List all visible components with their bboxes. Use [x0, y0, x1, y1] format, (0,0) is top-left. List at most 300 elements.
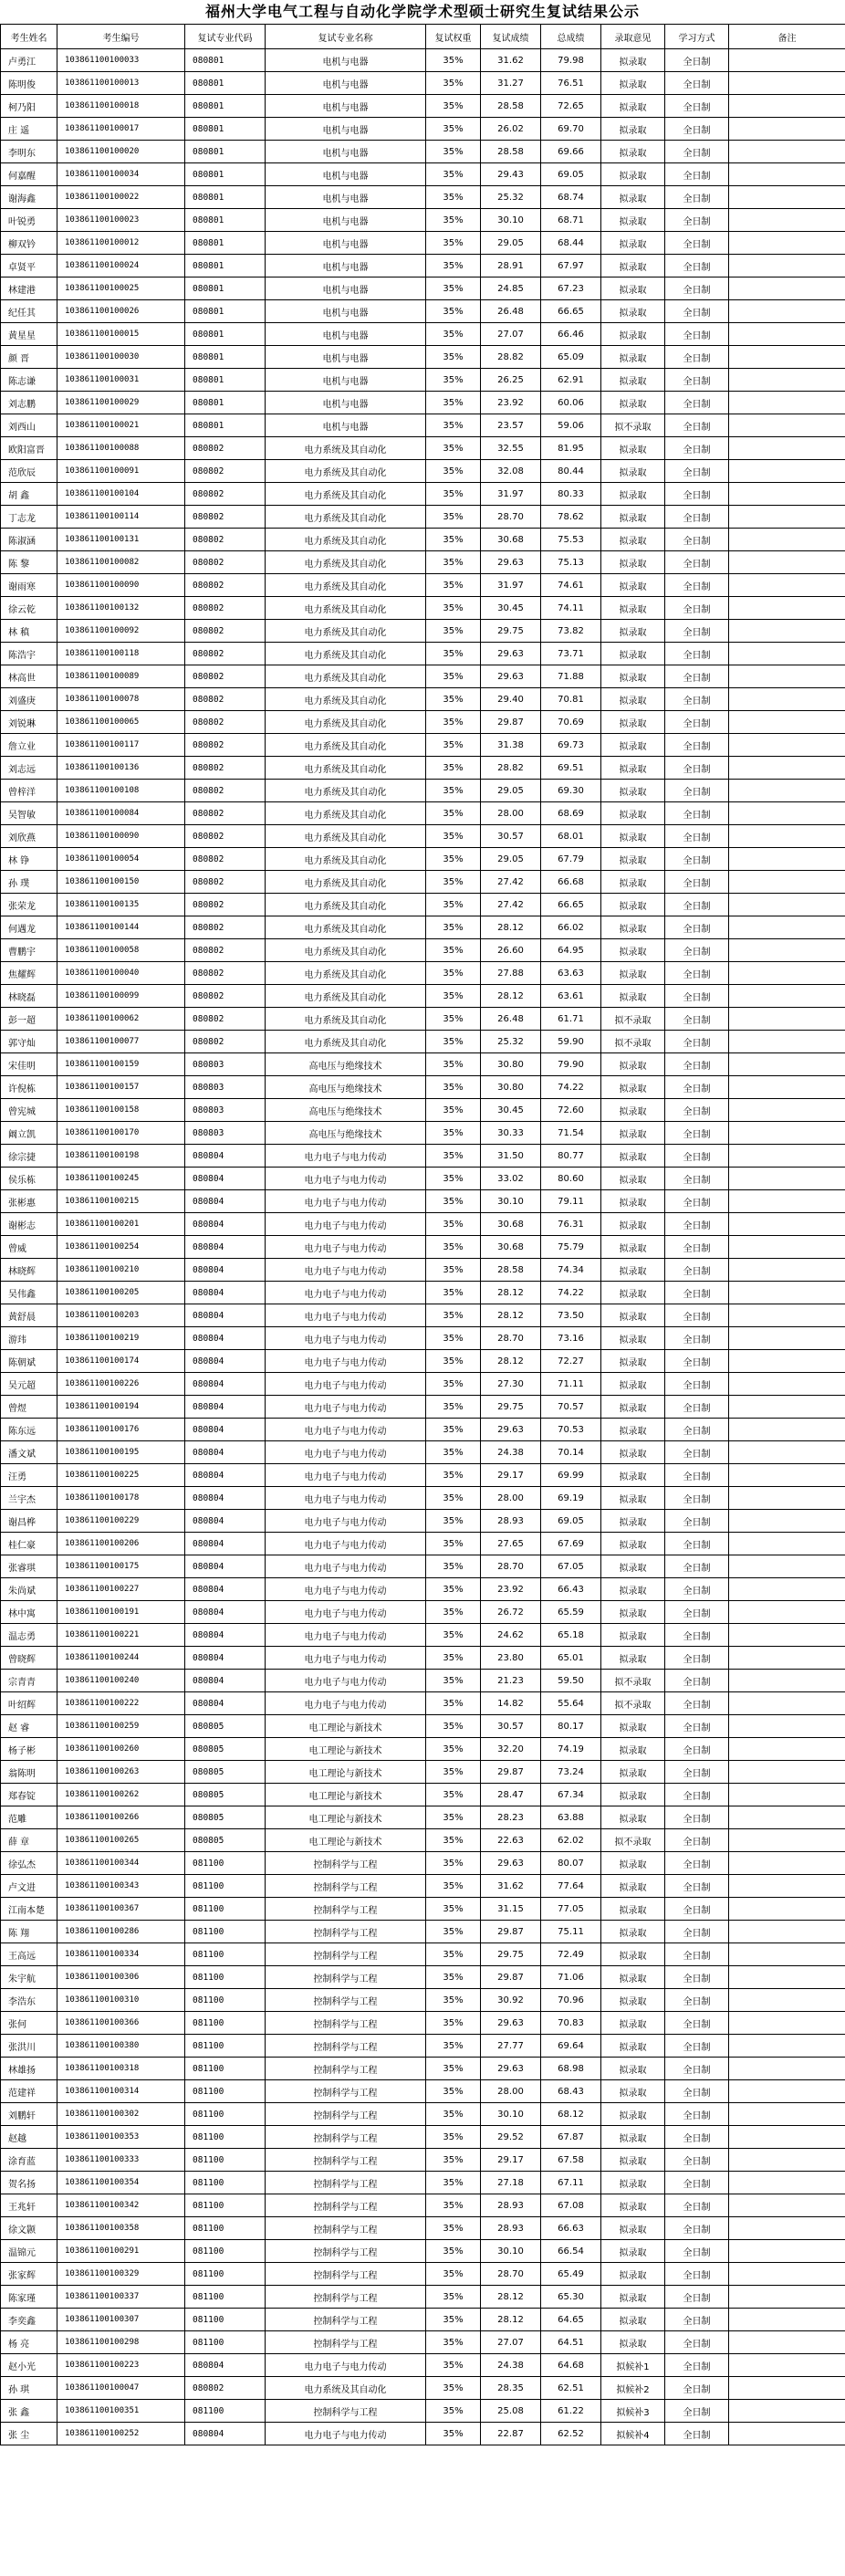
cell-remarks — [729, 1053, 845, 1076]
cell-study-mode: 全日制 — [665, 1419, 729, 1441]
cell-candidate-id: 103861100100252 — [57, 2423, 185, 2445]
cell-study-mode: 全日制 — [665, 1282, 729, 1304]
cell-weight: 35% — [426, 49, 481, 72]
cell-admission: 拟不录取 — [601, 1031, 665, 1053]
cell-remarks — [729, 2080, 845, 2103]
cell-weight: 35% — [426, 1943, 481, 1966]
cell-weight: 35% — [426, 1989, 481, 2012]
table-row — [1, 848, 845, 871]
cell-name: 刘志鹏 — [1, 392, 57, 414]
cell-major-name: 高电压与绝缘技术 — [266, 1053, 426, 1076]
cell-remarks — [729, 2331, 845, 2354]
cell-study-mode: 全日制 — [665, 232, 729, 255]
cell-total-score: 74.19 — [541, 1738, 601, 1761]
cell-remarks — [729, 529, 845, 551]
cell-retest-score: 30.10 — [481, 2103, 541, 2126]
cell-total-score: 62.02 — [541, 1829, 601, 1852]
cell-study-mode: 全日制 — [665, 118, 729, 141]
cell-total-score: 71.06 — [541, 1966, 601, 1989]
cell-admission: 拟录取 — [601, 1122, 665, 1145]
cell-weight: 35% — [426, 1190, 481, 1213]
cell-remarks — [729, 1168, 845, 1190]
cell-major-name: 控制科学与工程 — [266, 2080, 426, 2103]
cell-major-code: 080802 — [185, 711, 266, 734]
cell-study-mode: 全日制 — [665, 1692, 729, 1715]
cell-candidate-id: 103861100100194 — [57, 1396, 185, 1419]
cell-total-score: 67.05 — [541, 1555, 601, 1578]
cell-name: 温锦元 — [1, 2240, 57, 2263]
cell-weight: 35% — [426, 597, 481, 620]
cell-major-code: 080805 — [185, 1761, 266, 1784]
cell-remarks — [729, 665, 845, 688]
cell-retest-score: 25.32 — [481, 1031, 541, 1053]
cell-remarks — [729, 802, 845, 825]
cell-weight: 35% — [426, 1852, 481, 1875]
cell-study-mode: 全日制 — [665, 757, 729, 780]
cell-retest-score: 29.87 — [481, 1761, 541, 1784]
cell-total-score: 75.11 — [541, 1921, 601, 1943]
cell-total-score: 63.63 — [541, 962, 601, 985]
cell-total-score: 67.11 — [541, 2172, 601, 2194]
table-row — [1, 2309, 845, 2331]
cell-remarks — [729, 1464, 845, 1487]
column-header-total-score: 总成绩 — [541, 25, 601, 49]
cell-retest-score: 23.92 — [481, 1578, 541, 1601]
cell-major-name: 电力电子与电力传动 — [266, 1236, 426, 1259]
cell-admission: 拟录取 — [601, 1190, 665, 1213]
cell-major-code: 080801 — [185, 163, 266, 186]
cell-candidate-id: 103861100100307 — [57, 2309, 185, 2331]
cell-name: 张睿琪 — [1, 1555, 57, 1578]
cell-study-mode: 全日制 — [665, 141, 729, 163]
cell-study-mode: 全日制 — [665, 483, 729, 506]
cell-total-score: 67.97 — [541, 255, 601, 277]
cell-study-mode: 全日制 — [665, 1966, 729, 1989]
cell-remarks — [729, 1943, 845, 1966]
cell-study-mode: 全日制 — [665, 1510, 729, 1533]
cell-admission: 拟录取 — [601, 1145, 665, 1168]
cell-candidate-id: 103861100100082 — [57, 551, 185, 574]
cell-admission: 拟录取 — [601, 300, 665, 323]
cell-name: 林雄扬 — [1, 2058, 57, 2080]
cell-major-code: 081100 — [185, 2172, 266, 2194]
cell-total-score: 62.52 — [541, 2423, 601, 2445]
cell-remarks — [729, 141, 845, 163]
cell-major-name: 电力系统及其自动化 — [266, 2377, 426, 2400]
cell-major-code: 081100 — [185, 2012, 266, 2035]
cell-major-code: 080802 — [185, 871, 266, 894]
cell-major-name: 控制科学与工程 — [266, 2309, 426, 2331]
cell-total-score: 80.44 — [541, 460, 601, 483]
cell-remarks — [729, 346, 845, 369]
cell-weight: 35% — [426, 2377, 481, 2400]
cell-name: 谢昌桦 — [1, 1510, 57, 1533]
cell-major-name: 控制科学与工程 — [266, 2126, 426, 2149]
cell-major-code: 080801 — [185, 118, 266, 141]
cell-major-code: 080804 — [185, 1510, 266, 1533]
cell-major-name: 电机与电器 — [266, 163, 426, 186]
cell-name: 卢文进 — [1, 1875, 57, 1898]
cell-weight: 35% — [426, 574, 481, 597]
cell-weight: 35% — [426, 1578, 481, 1601]
cell-candidate-id: 103861100100329 — [57, 2263, 185, 2286]
cell-major-code: 080804 — [185, 1487, 266, 1510]
cell-major-code: 080801 — [185, 232, 266, 255]
cell-name: 郑春锭 — [1, 1784, 57, 1806]
cell-study-mode: 全日制 — [665, 574, 729, 597]
cell-major-name: 电力系统及其自动化 — [266, 551, 426, 574]
cell-major-code: 081100 — [185, 1966, 266, 1989]
table-row — [1, 1761, 845, 1784]
cell-total-score: 70.81 — [541, 688, 601, 711]
cell-remarks — [729, 1670, 845, 1692]
cell-retest-score: 28.82 — [481, 757, 541, 780]
cell-remarks — [729, 392, 845, 414]
table-row — [1, 1464, 845, 1487]
cell-name: 詹立业 — [1, 734, 57, 757]
cell-weight: 35% — [426, 802, 481, 825]
cell-admission: 拟录取 — [601, 665, 665, 688]
cell-name: 纪任其 — [1, 300, 57, 323]
cell-total-score: 80.60 — [541, 1168, 601, 1190]
cell-name: 潘文斌 — [1, 1441, 57, 1464]
cell-retest-score: 28.70 — [481, 1327, 541, 1350]
cell-study-mode: 全日制 — [665, 1168, 729, 1190]
cell-total-score: 77.05 — [541, 1898, 601, 1921]
cell-remarks — [729, 711, 845, 734]
cell-name: 吴智敏 — [1, 802, 57, 825]
cell-name: 李浩东 — [1, 1989, 57, 2012]
cell-name: 张 鑫 — [1, 2400, 57, 2423]
cell-remarks — [729, 2012, 845, 2035]
cell-remarks — [729, 1784, 845, 1806]
cell-retest-score: 29.05 — [481, 780, 541, 802]
cell-retest-score: 28.93 — [481, 1510, 541, 1533]
cell-study-mode: 全日制 — [665, 802, 729, 825]
cell-name: 徐宗捷 — [1, 1145, 57, 1168]
cell-admission: 拟录取 — [601, 1738, 665, 1761]
cell-candidate-id: 103861100100117 — [57, 734, 185, 757]
cell-admission: 拟录取 — [601, 574, 665, 597]
cell-weight: 35% — [426, 1236, 481, 1259]
cell-name: 张荣龙 — [1, 894, 57, 916]
cell-admission: 拟录取 — [601, 346, 665, 369]
cell-retest-score: 24.85 — [481, 277, 541, 300]
column-header-candidate-id: 考生编号 — [57, 25, 185, 49]
cell-major-code: 080801 — [185, 209, 266, 232]
cell-study-mode: 全日制 — [665, 1373, 729, 1396]
cell-name: 孙 璞 — [1, 871, 57, 894]
cell-total-score: 72.49 — [541, 1943, 601, 1966]
cell-total-score: 67.69 — [541, 1533, 601, 1555]
table-row — [1, 1213, 845, 1236]
cell-retest-score: 27.65 — [481, 1533, 541, 1555]
cell-major-name: 电力系统及其自动化 — [266, 711, 426, 734]
cell-retest-score: 31.62 — [481, 49, 541, 72]
cell-retest-score: 33.02 — [481, 1168, 541, 1190]
cell-remarks — [729, 1304, 845, 1327]
cell-remarks — [729, 1099, 845, 1122]
cell-candidate-id: 103861100100157 — [57, 1076, 185, 1099]
cell-admission: 拟录取 — [601, 2103, 665, 2126]
cell-study-mode: 全日制 — [665, 2377, 729, 2400]
cell-retest-score: 27.88 — [481, 962, 541, 985]
cell-study-mode: 全日制 — [665, 2240, 729, 2263]
cell-major-code: 080802 — [185, 825, 266, 848]
cell-major-name: 控制科学与工程 — [266, 1921, 426, 1943]
cell-candidate-id: 103861100100132 — [57, 597, 185, 620]
cell-total-score: 59.90 — [541, 1031, 601, 1053]
cell-retest-score: 26.48 — [481, 1008, 541, 1031]
cell-study-mode: 全日制 — [665, 1396, 729, 1419]
cell-total-score: 75.53 — [541, 529, 601, 551]
table-row — [1, 1031, 845, 1053]
cell-candidate-id: 103861100100178 — [57, 1487, 185, 1510]
cell-weight: 35% — [426, 460, 481, 483]
cell-admission: 拟录取 — [601, 163, 665, 186]
cell-retest-score: 31.38 — [481, 734, 541, 757]
cell-name: 范雕 — [1, 1806, 57, 1829]
cell-major-name: 电机与电器 — [266, 300, 426, 323]
cell-candidate-id: 103861100100013 — [57, 72, 185, 95]
cell-weight: 35% — [426, 1829, 481, 1852]
table-row — [1, 232, 845, 255]
cell-weight: 35% — [426, 894, 481, 916]
cell-remarks — [729, 1236, 845, 1259]
cell-name: 郭守灿 — [1, 1031, 57, 1053]
cell-remarks — [729, 1578, 845, 1601]
cell-name: 曹鹏宇 — [1, 939, 57, 962]
cell-remarks — [729, 825, 845, 848]
cell-major-code: 080804 — [185, 1670, 266, 1692]
cell-admission: 拟录取 — [601, 643, 665, 665]
cell-admission: 拟录取 — [601, 529, 665, 551]
cell-candidate-id: 103861100100219 — [57, 1327, 185, 1350]
cell-candidate-id: 103861100100366 — [57, 2012, 185, 2035]
cell-study-mode: 全日制 — [665, 1031, 729, 1053]
cell-candidate-id: 103861100100226 — [57, 1373, 185, 1396]
cell-admission: 拟录取 — [601, 72, 665, 95]
cell-total-score: 79.11 — [541, 1190, 601, 1213]
cell-admission: 拟录取 — [601, 2172, 665, 2194]
cell-retest-score: 29.63 — [481, 551, 541, 574]
cell-remarks — [729, 1806, 845, 1829]
cell-weight: 35% — [426, 163, 481, 186]
cell-major-code: 080801 — [185, 141, 266, 163]
cell-study-mode: 全日制 — [665, 2194, 729, 2217]
cell-retest-score: 30.10 — [481, 2240, 541, 2263]
cell-admission: 拟录取 — [601, 1784, 665, 1806]
cell-candidate-id: 103861100100227 — [57, 1578, 185, 1601]
table-row — [1, 574, 845, 597]
cell-weight: 35% — [426, 1898, 481, 1921]
cell-major-name: 电力电子与电力传动 — [266, 1510, 426, 1533]
cell-major-name: 电力电子与电力传动 — [266, 1670, 426, 1692]
cell-admission: 拟录取 — [601, 894, 665, 916]
cell-total-score: 68.98 — [541, 2058, 601, 2080]
cell-name: 陈浩宇 — [1, 643, 57, 665]
cell-major-name: 电力系统及其自动化 — [266, 1031, 426, 1053]
cell-major-name: 电力系统及其自动化 — [266, 985, 426, 1008]
cell-name: 汪勇 — [1, 1464, 57, 1487]
cell-remarks — [729, 2286, 845, 2309]
cell-major-code: 081100 — [185, 2309, 266, 2331]
table-row — [1, 2217, 845, 2240]
table-row — [1, 1692, 845, 1715]
cell-major-code: 080805 — [185, 1784, 266, 1806]
table-body — [1, 49, 845, 2445]
cell-retest-score: 28.00 — [481, 2080, 541, 2103]
cell-candidate-id: 103861100100367 — [57, 1898, 185, 1921]
cell-major-code: 080801 — [185, 323, 266, 346]
cell-candidate-id: 103861100100351 — [57, 2400, 185, 2423]
cell-major-code: 080805 — [185, 1738, 266, 1761]
cell-admission: 拟录取 — [601, 2126, 665, 2149]
table-row — [1, 49, 845, 72]
cell-total-score: 68.74 — [541, 186, 601, 209]
cell-admission: 拟录取 — [601, 255, 665, 277]
cell-major-name: 电力电子与电力传动 — [266, 1487, 426, 1510]
cell-major-code: 080804 — [185, 1190, 266, 1213]
cell-retest-score: 29.17 — [481, 1464, 541, 1487]
cell-study-mode: 全日制 — [665, 95, 729, 118]
cell-candidate-id: 103861100100065 — [57, 711, 185, 734]
cell-major-code: 080802 — [185, 780, 266, 802]
cell-weight: 35% — [426, 506, 481, 529]
cell-weight: 35% — [426, 2058, 481, 2080]
cell-weight: 35% — [426, 962, 481, 985]
cell-admission: 拟录取 — [601, 95, 665, 118]
cell-weight: 35% — [426, 2309, 481, 2331]
cell-study-mode: 全日制 — [665, 49, 729, 72]
cell-major-name: 电工理论与新技术 — [266, 1829, 426, 1852]
cell-study-mode: 全日制 — [665, 1122, 729, 1145]
cell-major-name: 控制科学与工程 — [266, 2172, 426, 2194]
cell-name: 薛 章 — [1, 1829, 57, 1852]
cell-total-score: 68.12 — [541, 2103, 601, 2126]
cell-admission: 拟录取 — [601, 1921, 665, 1943]
cell-admission: 拟候补4 — [601, 2423, 665, 2445]
cell-candidate-id: 103861100100090 — [57, 574, 185, 597]
cell-major-name: 电力电子与电力传动 — [266, 1145, 426, 1168]
table-row — [1, 802, 845, 825]
cell-retest-score: 28.00 — [481, 1487, 541, 1510]
cell-retest-score: 25.32 — [481, 186, 541, 209]
table-row — [1, 1647, 845, 1670]
cell-weight: 35% — [426, 1761, 481, 1784]
cell-study-mode: 全日制 — [665, 437, 729, 460]
cell-name: 刘锐琳 — [1, 711, 57, 734]
cell-weight: 35% — [426, 2286, 481, 2309]
table-row — [1, 483, 845, 506]
cell-retest-score: 30.80 — [481, 1076, 541, 1099]
cell-major-code: 080804 — [185, 1373, 266, 1396]
cell-name: 翁陈明 — [1, 1761, 57, 1784]
cell-name: 曾威 — [1, 1236, 57, 1259]
cell-major-code: 080802 — [185, 437, 266, 460]
cell-name: 林中寓 — [1, 1601, 57, 1624]
cell-weight: 35% — [426, 392, 481, 414]
cell-study-mode: 全日制 — [665, 2172, 729, 2194]
cell-candidate-id: 103861100100018 — [57, 95, 185, 118]
cell-remarks — [729, 1008, 845, 1031]
cell-candidate-id: 103861100100091 — [57, 460, 185, 483]
cell-name: 谢海鑫 — [1, 186, 57, 209]
cell-weight: 35% — [426, 2423, 481, 2445]
cell-study-mode: 全日制 — [665, 1555, 729, 1578]
cell-admission: 拟录取 — [601, 780, 665, 802]
cell-retest-score: 29.75 — [481, 620, 541, 643]
cell-total-score: 75.79 — [541, 1236, 601, 1259]
cell-candidate-id: 103861100100104 — [57, 483, 185, 506]
cell-admission: 拟候补3 — [601, 2400, 665, 2423]
cell-retest-score: 29.63 — [481, 2012, 541, 2035]
cell-remarks — [729, 1966, 845, 1989]
cell-major-code: 081100 — [185, 2058, 266, 2080]
cell-admission: 拟录取 — [601, 1213, 665, 1236]
cell-candidate-id: 103861100100260 — [57, 1738, 185, 1761]
cell-weight: 35% — [426, 1419, 481, 1441]
cell-retest-score: 30.45 — [481, 597, 541, 620]
cell-remarks — [729, 1282, 845, 1304]
cell-major-name: 电工理论与新技术 — [266, 1761, 426, 1784]
cell-study-mode: 全日制 — [665, 2286, 729, 2309]
cell-retest-score: 29.63 — [481, 1852, 541, 1875]
cell-name: 林高世 — [1, 665, 57, 688]
table-row — [1, 529, 845, 551]
cell-study-mode: 全日制 — [665, 962, 729, 985]
cell-weight: 35% — [426, 643, 481, 665]
cell-candidate-id: 103861100100343 — [57, 1875, 185, 1898]
cell-total-score: 73.24 — [541, 1761, 601, 1784]
cell-study-mode: 全日制 — [665, 460, 729, 483]
cell-major-name: 电力系统及其自动化 — [266, 574, 426, 597]
cell-study-mode: 全日制 — [665, 734, 729, 757]
cell-weight: 35% — [426, 2172, 481, 2194]
cell-major-code: 080803 — [185, 1122, 266, 1145]
cell-candidate-id: 103861100100380 — [57, 2035, 185, 2058]
cell-major-name: 控制科学与工程 — [266, 1875, 426, 1898]
cell-major-name: 电机与电器 — [266, 255, 426, 277]
cell-major-code: 080804 — [185, 1168, 266, 1190]
cell-total-score: 66.65 — [541, 300, 601, 323]
cell-major-code: 080801 — [185, 72, 266, 95]
cell-major-name: 控制科学与工程 — [266, 1852, 426, 1875]
cell-remarks — [729, 780, 845, 802]
cell-major-code: 080804 — [185, 1419, 266, 1441]
table-row — [1, 2058, 845, 2080]
cell-total-score: 63.61 — [541, 985, 601, 1008]
cell-candidate-id: 103861100100022 — [57, 186, 185, 209]
table-row — [1, 2240, 845, 2263]
cell-total-score: 61.71 — [541, 1008, 601, 1031]
cell-candidate-id: 103861100100136 — [57, 757, 185, 780]
cell-major-name: 电力电子与电力传动 — [266, 1350, 426, 1373]
cell-major-code: 080802 — [185, 688, 266, 711]
cell-retest-score: 28.70 — [481, 2263, 541, 2286]
cell-study-mode: 全日制 — [665, 2149, 729, 2172]
cell-study-mode: 全日制 — [665, 2035, 729, 2058]
cell-candidate-id: 103861100100058 — [57, 939, 185, 962]
cell-study-mode: 全日制 — [665, 2263, 729, 2286]
cell-admission: 拟录取 — [601, 1989, 665, 2012]
cell-total-score: 79.98 — [541, 49, 601, 72]
cell-total-score: 80.17 — [541, 1715, 601, 1738]
cell-total-score: 79.90 — [541, 1053, 601, 1076]
cell-admission: 拟录取 — [601, 1966, 665, 1989]
cell-total-score: 73.16 — [541, 1327, 601, 1350]
cell-candidate-id: 103861100100195 — [57, 1441, 185, 1464]
